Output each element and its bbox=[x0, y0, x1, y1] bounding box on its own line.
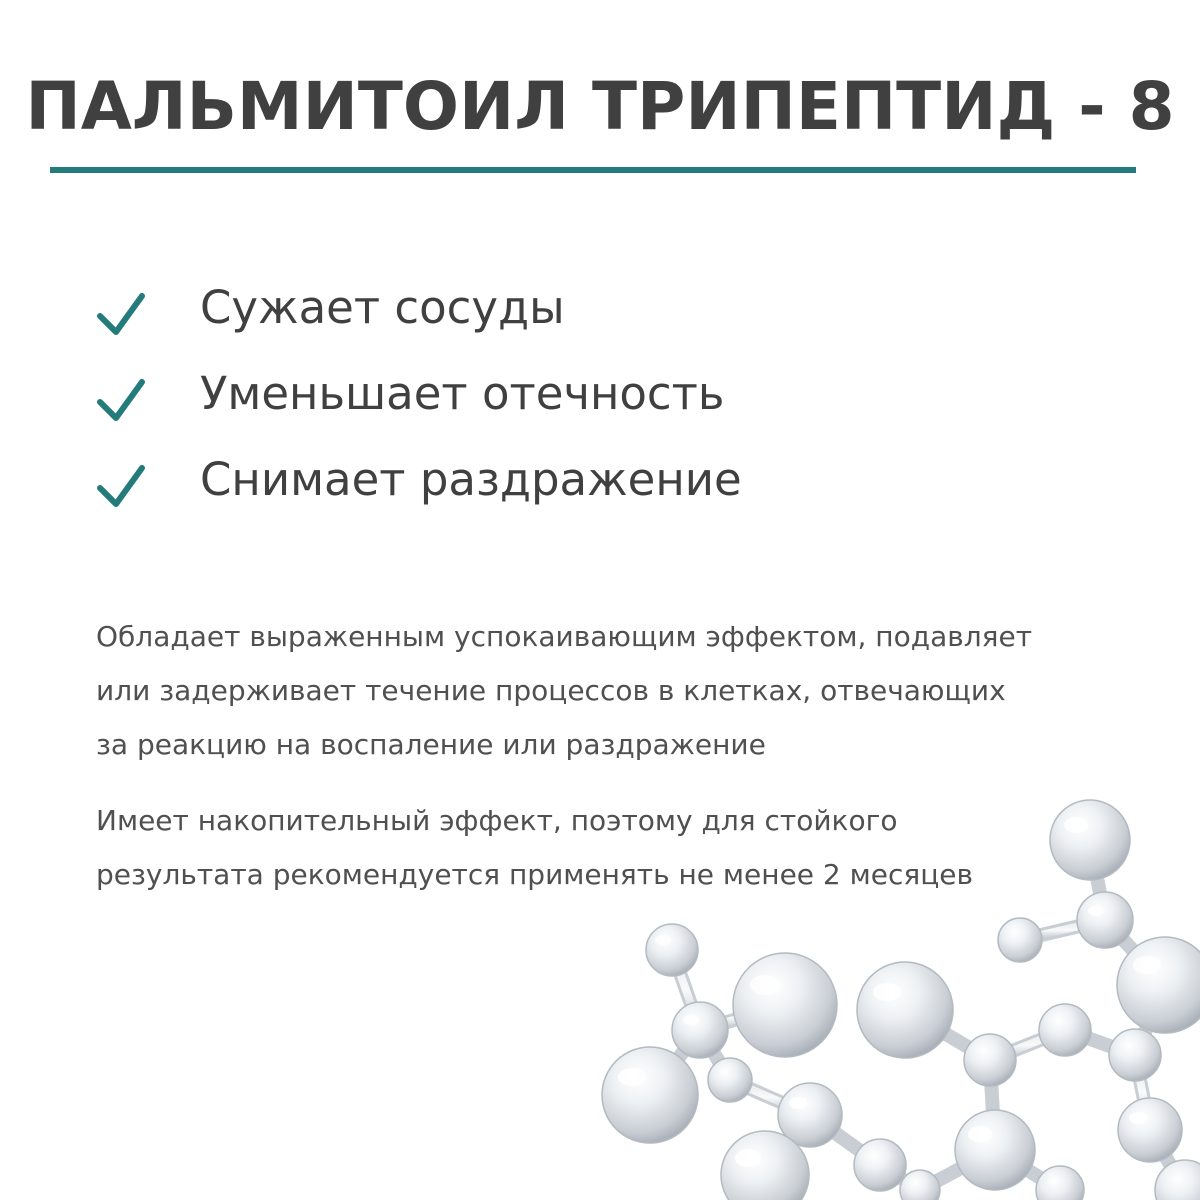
description-line: или задерживает течение процессов в клетках, отвечающих bbox=[96, 674, 1006, 707]
description-line: Имеет накопительный эффект, поэтому для стойкого bbox=[96, 804, 898, 837]
title-divider bbox=[50, 167, 1136, 173]
description-line: за реакцию на воспаление или раздражение bbox=[96, 728, 766, 761]
checkmark-icon bbox=[96, 462, 146, 512]
description-line: Обладает выраженным успокаивающим эффектом, подавляет bbox=[96, 620, 1033, 653]
benefit-item bbox=[96, 367, 996, 456]
page-title: ПАЛЬМИТОИЛ ТРИПЕПТИД - 8 bbox=[25, 68, 1175, 145]
benefit-label: Сужает сосуды bbox=[200, 281, 565, 334]
checkmark-icon bbox=[96, 290, 146, 340]
description-line: результата рекомендуется применять не менее 2 месяцев bbox=[96, 858, 974, 891]
benefit-label: Уменьшает отечность bbox=[200, 367, 725, 420]
benefit-item bbox=[96, 281, 996, 370]
molecule-illustration bbox=[560, 780, 1200, 1200]
checkmark-icon bbox=[96, 376, 146, 426]
benefit-label: Снимает раздражение bbox=[200, 453, 742, 506]
benefit-item bbox=[96, 453, 996, 542]
description-paragraph-1 bbox=[96, 610, 1096, 772]
